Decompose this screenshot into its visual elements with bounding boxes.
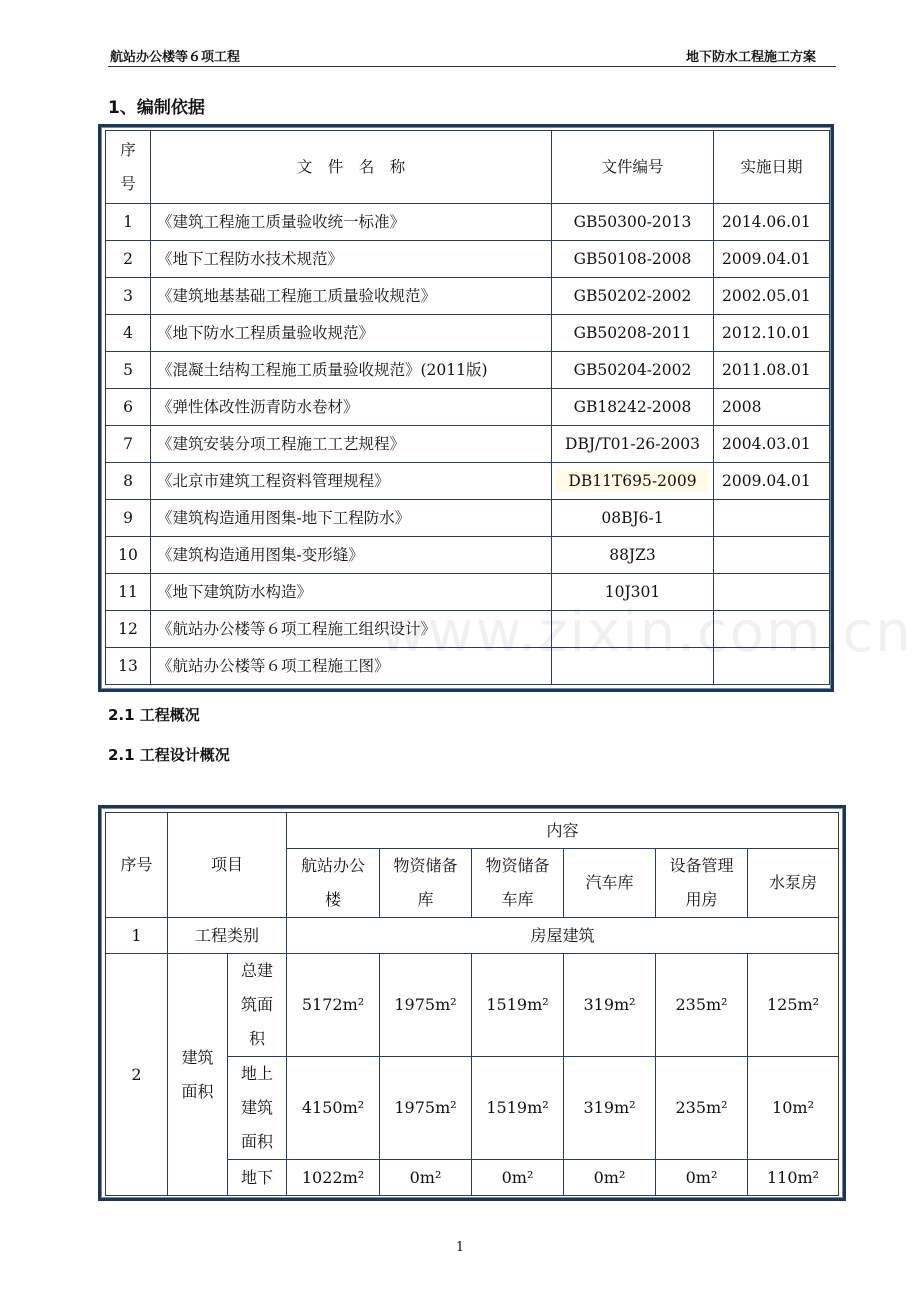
- table-row: [106, 537, 830, 574]
- row-seq: 12: [106, 611, 151, 648]
- t2-area-value: 319m²: [564, 954, 656, 1057]
- t2-area-value: 0m²: [472, 1160, 564, 1196]
- row-code: 08BJ6-1: [552, 500, 714, 537]
- row-code: GB50300-2013: [552, 204, 714, 241]
- row-code: GB50204-2002: [552, 352, 714, 389]
- table-row: [106, 204, 830, 241]
- t2-header-seq: 序号: [106, 813, 168, 918]
- t2-area-value: 235m²: [656, 954, 748, 1057]
- page-number: 1: [455, 1240, 465, 1255]
- table-row: [106, 389, 830, 426]
- row-date: 2014.06.01: [714, 204, 830, 241]
- table-row: [106, 241, 830, 278]
- t2-col-header: [472, 849, 564, 918]
- row-seq: 5: [106, 352, 151, 389]
- t2-col-header: [656, 849, 748, 918]
- t2-area-value: 125m²: [748, 954, 839, 1057]
- t2-col-header-text: 航站办公楼: [301, 856, 366, 909]
- t2-col-header: [564, 849, 656, 918]
- t2-area-value: 10m²: [748, 1057, 839, 1160]
- t2-col-header: [748, 849, 839, 918]
- row-name: 《地下建筑防水构造》: [151, 574, 552, 611]
- section-title-design: 2.1 工程设计概况: [108, 746, 230, 764]
- t2-col-header-text: 汽车库: [585, 873, 634, 892]
- row-code: GB50208-2011: [552, 315, 714, 352]
- table-row: [106, 426, 830, 463]
- row-seq: 3: [106, 278, 151, 315]
- row-seq: 9: [106, 500, 151, 537]
- row-seq: 13: [106, 648, 151, 685]
- row-code: 10J301: [552, 574, 714, 611]
- header-date: 实施日期: [714, 131, 830, 204]
- row-date: [714, 537, 830, 574]
- t2-row1-value: 房屋建筑: [287, 918, 839, 954]
- row-name: 《航站办公楼等６项工程施工组织设计》: [151, 611, 552, 648]
- t2-col-header: [287, 849, 380, 918]
- watermark: www.zixin.com.cn: [380, 600, 913, 665]
- row-seq: 4: [106, 315, 151, 352]
- t2-sub-label: [228, 1057, 287, 1160]
- row-name: 《建筑构造通用图集-地下工程防水》: [151, 500, 552, 537]
- t2-area-value: 4150m²: [287, 1057, 380, 1160]
- row-date: 2009.04.01: [714, 463, 830, 500]
- t2-area-value: 1519m²: [472, 1057, 564, 1160]
- header-project: 航站办公楼等６项工程: [110, 50, 241, 65]
- table-row: [106, 315, 830, 352]
- t2-sub-label: [228, 1160, 287, 1196]
- row-name: 《地下防水工程质量验收规范》: [151, 315, 552, 352]
- t2-row1-seq: 1: [106, 918, 168, 954]
- row-seq: 6: [106, 389, 151, 426]
- row-seq: 7: [106, 426, 151, 463]
- t2-header-item: 项目: [168, 813, 287, 918]
- row-date: 2008: [714, 389, 830, 426]
- t2-area-value: 235m²: [656, 1057, 748, 1160]
- row-name: 《弹性体改性沥青防水卷材》: [151, 389, 552, 426]
- t2-area-value: 0m²: [380, 1160, 472, 1196]
- row-date: 2009.04.01: [714, 241, 830, 278]
- row-name: 《北京市建筑工程资料管理规程》: [151, 463, 552, 500]
- t2-col-header-text: 物资储备库: [393, 856, 458, 909]
- table-row: [106, 463, 830, 500]
- row-name: 《建筑地基基础工程施工质量验收规范》: [151, 278, 552, 315]
- t2-row2-item: [168, 954, 228, 1196]
- row-code: GB50108-2008: [552, 241, 714, 278]
- t2-col-header-text: 物资储备车库: [485, 856, 550, 909]
- t2-col-header-text: 水泵房: [769, 873, 818, 892]
- row-date: 2004.03.01: [714, 426, 830, 463]
- row-seq: 2: [106, 241, 151, 278]
- t2-area-value: 1519m²: [472, 954, 564, 1057]
- t2-area-value: 0m²: [656, 1160, 748, 1196]
- row-name: 《地下工程防水技术规范》: [151, 241, 552, 278]
- row-date: 2002.05.01: [714, 278, 830, 315]
- table-row: [106, 278, 830, 315]
- header-seq: [106, 131, 151, 204]
- row-seq: 10: [106, 537, 151, 574]
- row-code: DBJ/T01-26-2003: [552, 426, 714, 463]
- t2-area-value: 0m²: [564, 1160, 656, 1196]
- t2-area-value: 1975m²: [380, 1057, 472, 1160]
- row-name: 《混凝土结构工程施工质量验收规范》(2011版): [151, 352, 552, 389]
- row-date: 2011.08.01: [714, 352, 830, 389]
- t2-row1-item: 工程类别: [168, 918, 287, 954]
- row-name: 《建筑安装分项工程施工工艺规程》: [151, 426, 552, 463]
- row-code: [552, 463, 714, 500]
- t2-sub-label-text: 地上建筑面积: [240, 1064, 273, 1151]
- design-overview-table: [105, 812, 839, 1196]
- table1-header-row: [106, 131, 830, 204]
- row-name: 《航站办公楼等６项工程施工图》: [151, 648, 552, 685]
- section-title-overview: 2.1 工程概况: [108, 706, 200, 724]
- row-name: 《建筑工程施工质量验收统一标准》: [151, 204, 552, 241]
- t2-area-value: 1022m²: [287, 1160, 380, 1196]
- t2-col-header-text: 设备管理用房: [669, 856, 734, 909]
- t2-header-content: 内容: [287, 813, 839, 849]
- row-name: 《建筑构造通用图集-变形缝》: [151, 537, 552, 574]
- t2-row2-seq: 2: [106, 954, 168, 1196]
- row-code: GB18242-2008: [552, 389, 714, 426]
- page-header: [108, 44, 836, 67]
- header-name: 文 件 名 称: [151, 131, 552, 204]
- header-code: 文件编号: [552, 131, 714, 204]
- row-code: 88JZ3: [552, 537, 714, 574]
- t2-area-value: 110m²: [748, 1160, 839, 1196]
- t2-row2-item-text: 建筑面积: [181, 1047, 214, 1101]
- t2-sub-label-text: 地下: [240, 1167, 273, 1187]
- t2-area-value: 319m²: [564, 1057, 656, 1160]
- header-seq-text: 序号: [120, 141, 136, 193]
- row-seq: 8: [106, 463, 151, 500]
- t2-col-header: [380, 849, 472, 918]
- t2-area-value: 5172m²: [287, 954, 380, 1057]
- row-code: GB50202-2002: [552, 278, 714, 315]
- t2-area-value: 1975m²: [380, 954, 472, 1057]
- row-code-highlighted: DB11T695-2009: [556, 470, 708, 492]
- section-title-basis: 1、编制依据: [108, 98, 205, 118]
- row-date: [714, 500, 830, 537]
- table-row: [106, 352, 830, 389]
- t2-sub-label: [228, 954, 287, 1057]
- row-seq: 1: [106, 204, 151, 241]
- header-doc-title: 地下防水工程施工方案: [685, 50, 816, 65]
- t2-sub-label-text: 总建筑面积: [240, 961, 273, 1048]
- row-date: 2012.10.01: [714, 315, 830, 352]
- table-row: [106, 500, 830, 537]
- row-seq: 11: [106, 574, 151, 611]
